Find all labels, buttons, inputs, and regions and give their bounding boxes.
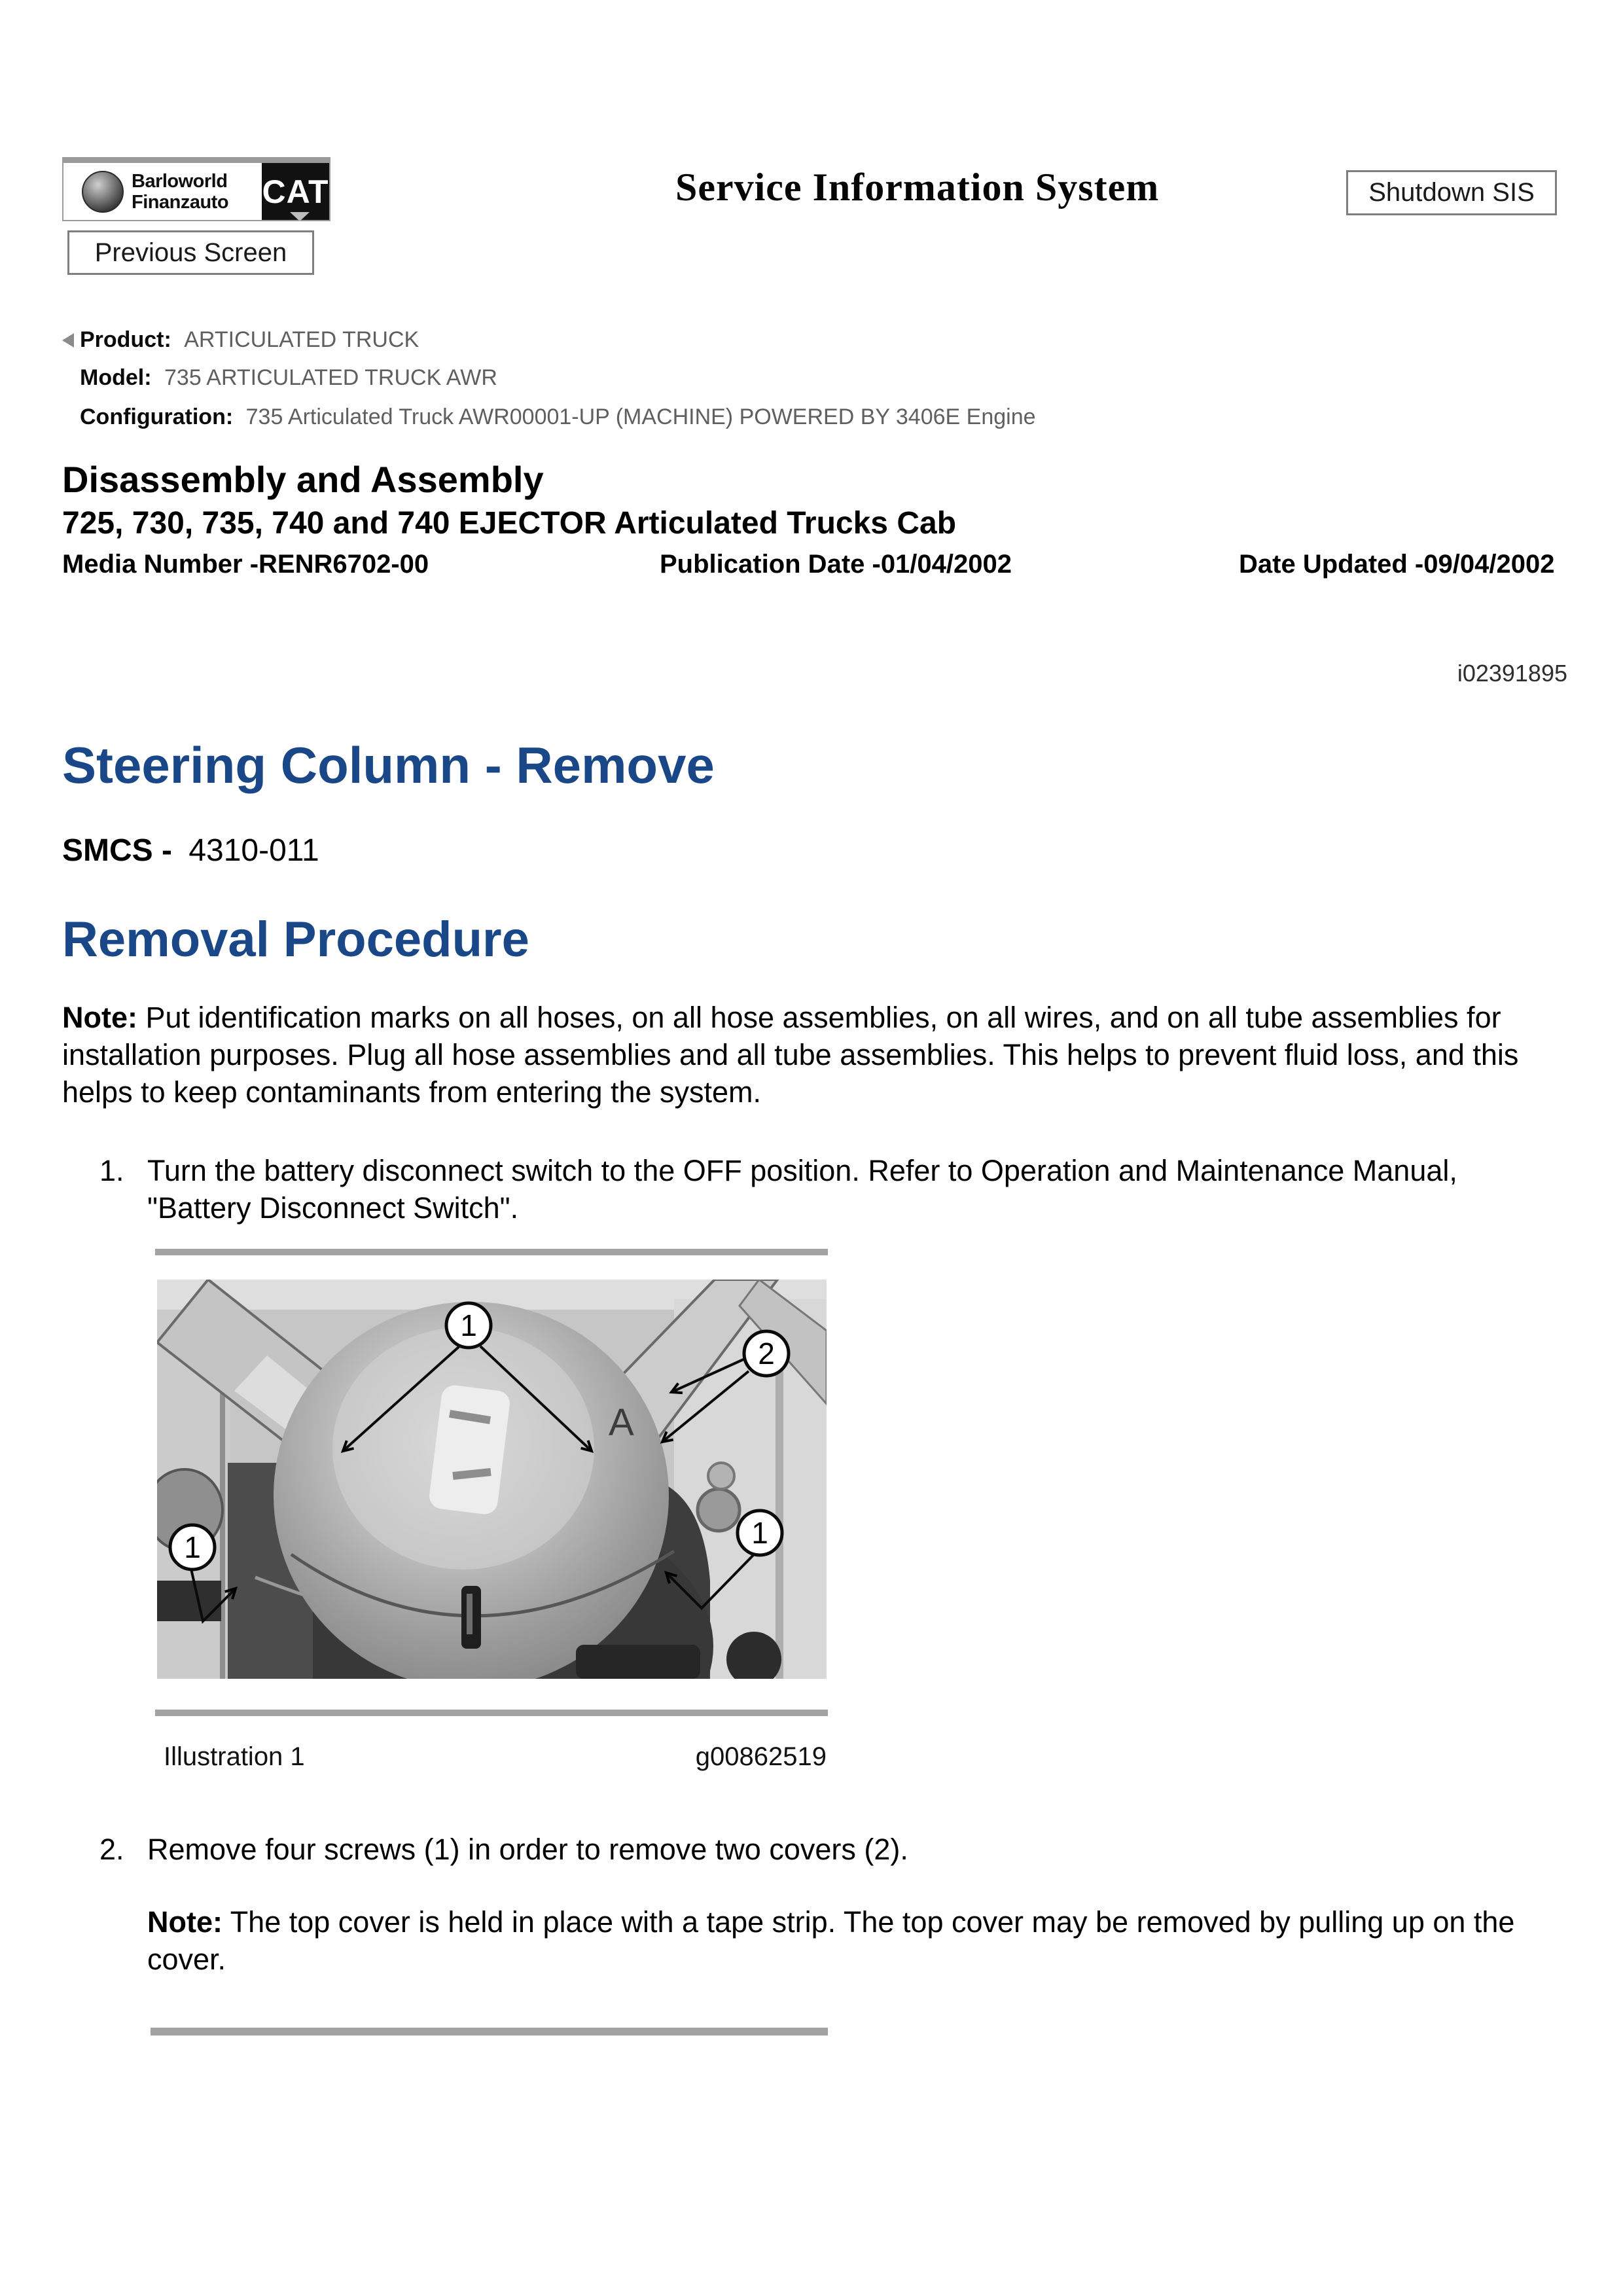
note-top-cover bbox=[147, 1903, 1561, 1978]
model-row bbox=[80, 365, 497, 391]
section-subtitle: 725, 730, 735, 740 and 740 EJECTOR Articulated Trucks Cab bbox=[62, 506, 957, 541]
stamped-letter-a: A bbox=[609, 1401, 634, 1444]
section-end-rule bbox=[151, 2028, 828, 2036]
product-label: Product: bbox=[80, 327, 171, 352]
configuration-row bbox=[80, 404, 1036, 430]
note-label: Note: bbox=[62, 1001, 137, 1034]
callout-1-bottom-right bbox=[738, 1511, 782, 1555]
product-value: ARTICULATED TRUCK bbox=[184, 327, 419, 352]
illustration-code: g00862519 bbox=[695, 1742, 827, 1771]
figure-top-rule bbox=[155, 1249, 828, 1255]
cat-wordmark: CAT bbox=[262, 173, 329, 210]
configuration-label: Configuration: bbox=[80, 404, 234, 429]
smcs-label: SMCS - bbox=[62, 833, 172, 868]
step-1-number: 1. bbox=[99, 1154, 124, 1187]
step-2-text: Remove four screws (1) in order to remove two covers (2). bbox=[147, 1833, 908, 1866]
document-id: i02391895 bbox=[1457, 660, 1567, 687]
configuration-value: 735 Articulated Truck AWR00001-UP (MACHINE) POWERED BY 3406E Engine bbox=[245, 404, 1036, 429]
callout-1-br-label: 1 bbox=[751, 1516, 768, 1550]
logo-line2: Finanzauto bbox=[132, 191, 229, 213]
steering-column-photo bbox=[157, 1280, 827, 1679]
logo-top-strip bbox=[63, 158, 329, 163]
product-row bbox=[80, 327, 419, 353]
figure-caption bbox=[157, 1742, 827, 1772]
media-number: Media Number -RENR6702-00 bbox=[62, 550, 429, 579]
illustration-label: Illustration 1 bbox=[164, 1742, 305, 1771]
smcs-line bbox=[62, 833, 319, 869]
page-title: Steering Column - Remove bbox=[62, 736, 715, 794]
logo-wordmark bbox=[132, 171, 228, 213]
callout-1-bl-label: 1 bbox=[184, 1530, 201, 1564]
note2-text: The top cover is held in place with a tape strip. The top cover may be removed by pulling up on the cover. bbox=[147, 1905, 1515, 1976]
shutdown-sis-label: Shutdown SIS bbox=[1368, 178, 1535, 207]
back-arrow-icon bbox=[62, 333, 74, 348]
cat-triangle-icon bbox=[290, 212, 310, 221]
cat-logo bbox=[262, 163, 329, 220]
previous-screen-button[interactable] bbox=[67, 230, 314, 275]
previous-screen-label: Previous Screen bbox=[94, 238, 287, 267]
section-title: Disassembly and Assembly bbox=[62, 459, 544, 500]
callout-2-right bbox=[744, 1331, 789, 1376]
callout-1-top bbox=[446, 1303, 491, 1348]
smcs-value: 4310-011 bbox=[188, 833, 319, 868]
logo-line1: Barloworld bbox=[132, 170, 228, 192]
callout-1-top-label: 1 bbox=[460, 1308, 477, 1342]
barloworld-cat-logo bbox=[62, 157, 330, 221]
model-label: Model: bbox=[80, 365, 152, 390]
shutdown-sis-button[interactable] bbox=[1346, 170, 1557, 215]
note-text: Put identification marks on all hoses, on all hose assemblies, on all wires, and on all tube assemblies for installation purposes. Plug all hose assemblies and all tube assemblies. This helps to prevent fluid loss, and this helps to keep contaminants from entering the system. bbox=[62, 1001, 1519, 1109]
step-1-text: Turn the battery disconnect switch to the OFF position. Refer to Operation and Maintenance Manual, "Battery Disconnect Switch". bbox=[147, 1154, 1457, 1225]
model-value: 735 ARTICULATED TRUCK AWR bbox=[164, 365, 497, 390]
date-updated: Date Updated -09/04/2002 bbox=[1239, 550, 1555, 579]
note-identification-marks bbox=[62, 999, 1548, 1111]
figure-bottom-rule bbox=[155, 1710, 828, 1716]
procedure-title: Removal Procedure bbox=[62, 912, 529, 967]
step-2-number: 2. bbox=[99, 1833, 124, 1866]
logo-left-panel bbox=[63, 163, 262, 220]
note2-label: Note: bbox=[147, 1905, 223, 1939]
globe-emblem-icon bbox=[82, 171, 124, 213]
callout-2-label: 2 bbox=[758, 1336, 775, 1371]
publication-date: Publication Date -01/04/2002 bbox=[660, 550, 1012, 579]
app-title: Service Information System bbox=[675, 166, 1160, 209]
callout-1-bottom-left bbox=[170, 1525, 215, 1570]
